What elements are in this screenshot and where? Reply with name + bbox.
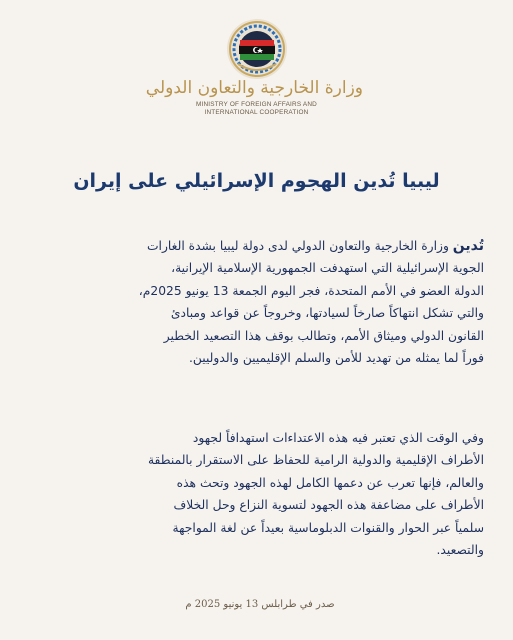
paragraph-1 xyxy=(30,235,484,369)
paragraph-1-line: القانون الدولي وميثاق الأمم، وتطالب بوقف هذا التصعيد الخطير xyxy=(163,328,484,343)
paragraph-2-line: وفي الوقت الذي تعتبر فيه هذه الاعتداءات استهدافاً لجهود xyxy=(192,431,484,445)
ministry-name-arabic: وزارة الخارجية والتعاون الدولي xyxy=(145,78,363,98)
paragraph-2-line: والتصعيد. xyxy=(436,543,484,558)
paragraph-1-line-text: وزارة الخارجية والتعاون الدولي لدى دولة ليبيا بشدة الغارات xyxy=(146,239,453,253)
paragraph-2-line: سلمياً عبر الحوار والقنوات الدبلوماسية بعيداً عن لغة المواجهة xyxy=(172,520,484,535)
paragraph-2-line: والعالم، فإنها تعرب عن دعمها الكامل لهذه الجهود وتحث هذه xyxy=(176,475,484,490)
paragraph-1-line: الدولة العضو في الأمم المتحدة، فجر اليوم الجمعة 13 يونيو 2025م، xyxy=(138,283,484,298)
paragraph-2-line: الأطراف على مضاعفة هذه الجهود لتسوية النزاع وحل الخلاف xyxy=(173,498,484,513)
ministry-emblem-icon xyxy=(226,18,288,80)
issue-place-date: صدر في طرابلس 13 يونيو 2025 م xyxy=(185,599,335,610)
ministry-name-english-line1: MINISTRY OF FOREIGN AFFAIRS AND xyxy=(195,101,317,108)
paragraph-2 xyxy=(30,427,484,561)
ministry-name-english-line2: INTERNATIONAL COOPERATION xyxy=(204,109,309,116)
paragraph-1-line xyxy=(30,235,484,257)
paragraph-1-line: والتي تشكل انتهاكاً صارخاً لسيادتها، وخروجاً عن قواعد ومبادئ xyxy=(170,306,484,321)
paragraph-1-line: فوراً لما يمثله من تهديد للأمن والسلم الإقليميين والدوليين. xyxy=(188,351,484,366)
paragraph-1-lead: تُدين xyxy=(452,238,484,254)
paragraph-1-line: الجوية الإسرائيلية التي استهدفت الجمهورية الإسلامية الإيرانية، xyxy=(171,261,484,276)
page-title: ليبيا تُدين الهجوم الإسرائيلي على إيران xyxy=(73,170,440,192)
paragraph-2-line: الأطراف الإقليمية والدولية الرامية للحفاظ على الاستقرار بالمنطقة xyxy=(147,453,484,468)
ministry-name-english xyxy=(150,101,363,117)
